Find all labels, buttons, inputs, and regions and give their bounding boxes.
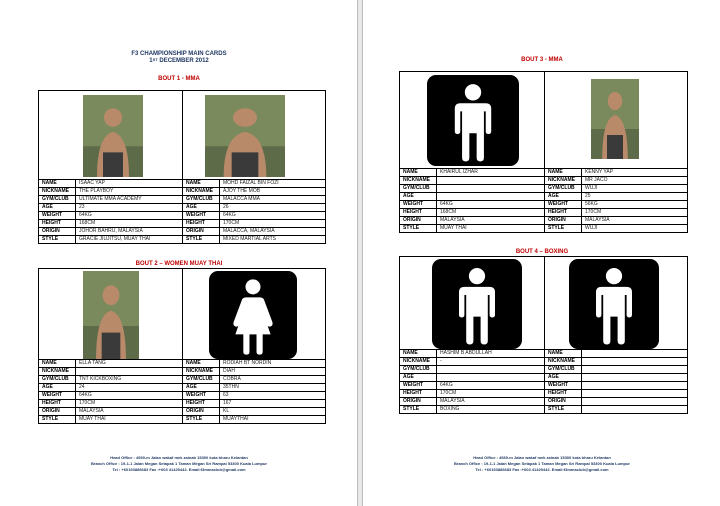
footer-head-office: Head Office : 4939-m Jalan wakaf mek zainab 15300 kota bharu Kelantan [473, 455, 611, 460]
male-placeholder-icon [427, 75, 519, 166]
left-page [0, 0, 358, 506]
document-title: F3 CHAMPIONSHIP MAIN CARDS [131, 51, 227, 57]
male-placeholder-icon [569, 259, 659, 349]
right-page [362, 0, 720, 506]
age-row: AGE AGE [400, 374, 688, 382]
blue-corner-photo-cell [183, 269, 326, 360]
fighter-photo [205, 95, 285, 177]
female-placeholder-icon [209, 271, 297, 359]
gym-row: GYM/CLUB TNT KICKBOXING GYM/CLUB COBRA [39, 376, 326, 384]
bout-2-heading: BOUT 2 – WOMEN MUAY THAI [135, 261, 223, 267]
age-row: AGE 24 AGE 35THN [39, 384, 326, 392]
red-corner-photo-cell [39, 269, 183, 360]
blue-corner-photo-cell [545, 72, 688, 169]
bout-1-heading: BOUT 1 - MMA [158, 76, 200, 82]
height-row: HEIGHT 170CM HEIGHT [400, 390, 688, 398]
nickname-row: NICKNAME NICKNAME MR JACO [400, 177, 688, 185]
fighter-photo [83, 271, 139, 359]
name-row: NAME HASHIM B ABDULLAH NAME [400, 350, 688, 358]
style-row: STYLE MUAY THAI STYLE WUJI [400, 225, 688, 233]
nickname-row: NICKNAME - NICKNAME [400, 358, 688, 366]
fighter-photo [83, 95, 143, 177]
bout-1-card [38, 90, 326, 244]
style-row: STYLE GRACIE JIUJITSU, MUAY THAI STYLE MIXED MARTIAL ARTS [39, 236, 326, 244]
name-row: NAME ISAAC YAP NAME MOHD FAIZAL BIN FOZI [39, 180, 326, 188]
origin-row: ORIGIN MALAYSIA ORIGIN [400, 398, 688, 406]
weight-row: WEIGHT 64KG WEIGHT 63 [39, 392, 326, 400]
bout-3-heading: BOUT 3 - MMA [521, 57, 563, 63]
weight-row: WEIGHT 64KG WEIGHT 64KG [39, 212, 326, 220]
weight-row: WEIGHT 64KG WEIGHT 56KG [400, 201, 688, 209]
bout-4-card [399, 256, 688, 414]
footer-branch-office: Branch Office : 19-1-1 Jalan Megan Setapak 1 Taman Megan Sri Rampai 53300 Kuala Lumpur [91, 461, 267, 466]
red-corner-photo-cell [400, 72, 545, 169]
bout-4-heading: BOUT 4 – BOXING [515, 249, 569, 255]
name-row: NAME ELLA TANG NAME RODIAH BT NORDIN [39, 360, 326, 368]
age-row: AGE 23 AGE 26 [39, 204, 326, 212]
footer-contact: Tel : +60193886683 Fax :+603 41429442. Email:f3mmaclub@gmail.com [475, 467, 609, 472]
weight-row: WEIGHT 64KG WEIGHT [400, 382, 688, 390]
red-corner-photo-cell [400, 257, 545, 350]
footer-contact: Tel : +60193886683 Fax :+603 41429442. Email:f3mmaclub@gmail.com [112, 467, 246, 472]
blue-corner-photo-cell [183, 91, 326, 180]
nickname-row: NICKNAME THE PLAYBOY NICKNAME AJOY THE MOB [39, 188, 326, 196]
height-row: HEIGHT 168CM HEIGHT 170CM [400, 209, 688, 217]
bout-2-card [38, 268, 326, 424]
footer-branch-office: Branch Office : 19-1-1 Jalan Megan Setapak 1 Taman Megan Sri Rampai 53300 Kuala Lumpur [454, 461, 630, 466]
height-row: HEIGHT 168CM HEIGHT 170CM [39, 220, 326, 228]
bout-3-card [399, 71, 688, 233]
height-row: HEIGHT 170CM HEIGHT 167 [39, 400, 326, 408]
style-row: STYLE BOXING STYLE [400, 406, 688, 414]
gym-row: GYM/CLUB GYM/CLUB [400, 366, 688, 374]
footer-head-office: Head Office : 4939-m Jalan wakaf mek zainab 15300 kota bharu Kelantan [110, 455, 248, 460]
blue-corner-photo-cell [545, 257, 688, 350]
fighter-photo [591, 79, 639, 159]
age-row: AGE AGE 25 [400, 193, 688, 201]
style-row: STYLE MUAY THAI STYLE MUAYTHAI [39, 416, 326, 424]
gym-row: GYM/CLUB ULTIMATE MMA ACADEMY GYM/CLUB MALACCA MMA [39, 196, 326, 204]
gym-row: GYM/CLUB GYM/CLUB WUJI [400, 185, 688, 193]
origin-row: ORIGIN JOHOR BAHRU, MALAYSIA ORIGIN MALACCA, MALAYSIA [39, 228, 326, 236]
red-corner-photo-cell [39, 91, 183, 180]
name-row: NAME KHAIRUL IZHAR NAME KENNY YAP [400, 169, 688, 177]
male-placeholder-icon [432, 259, 522, 349]
nickname-row: NICKNAME NICKNAME DIAH [39, 368, 326, 376]
origin-row: ORIGIN MALAYSIA ORIGIN MALAYSIA [400, 217, 688, 225]
origin-row: ORIGIN MALAYSIA ORIGIN KL [39, 408, 326, 416]
event-date: 1ST DECEMBER 2012 [149, 57, 209, 64]
